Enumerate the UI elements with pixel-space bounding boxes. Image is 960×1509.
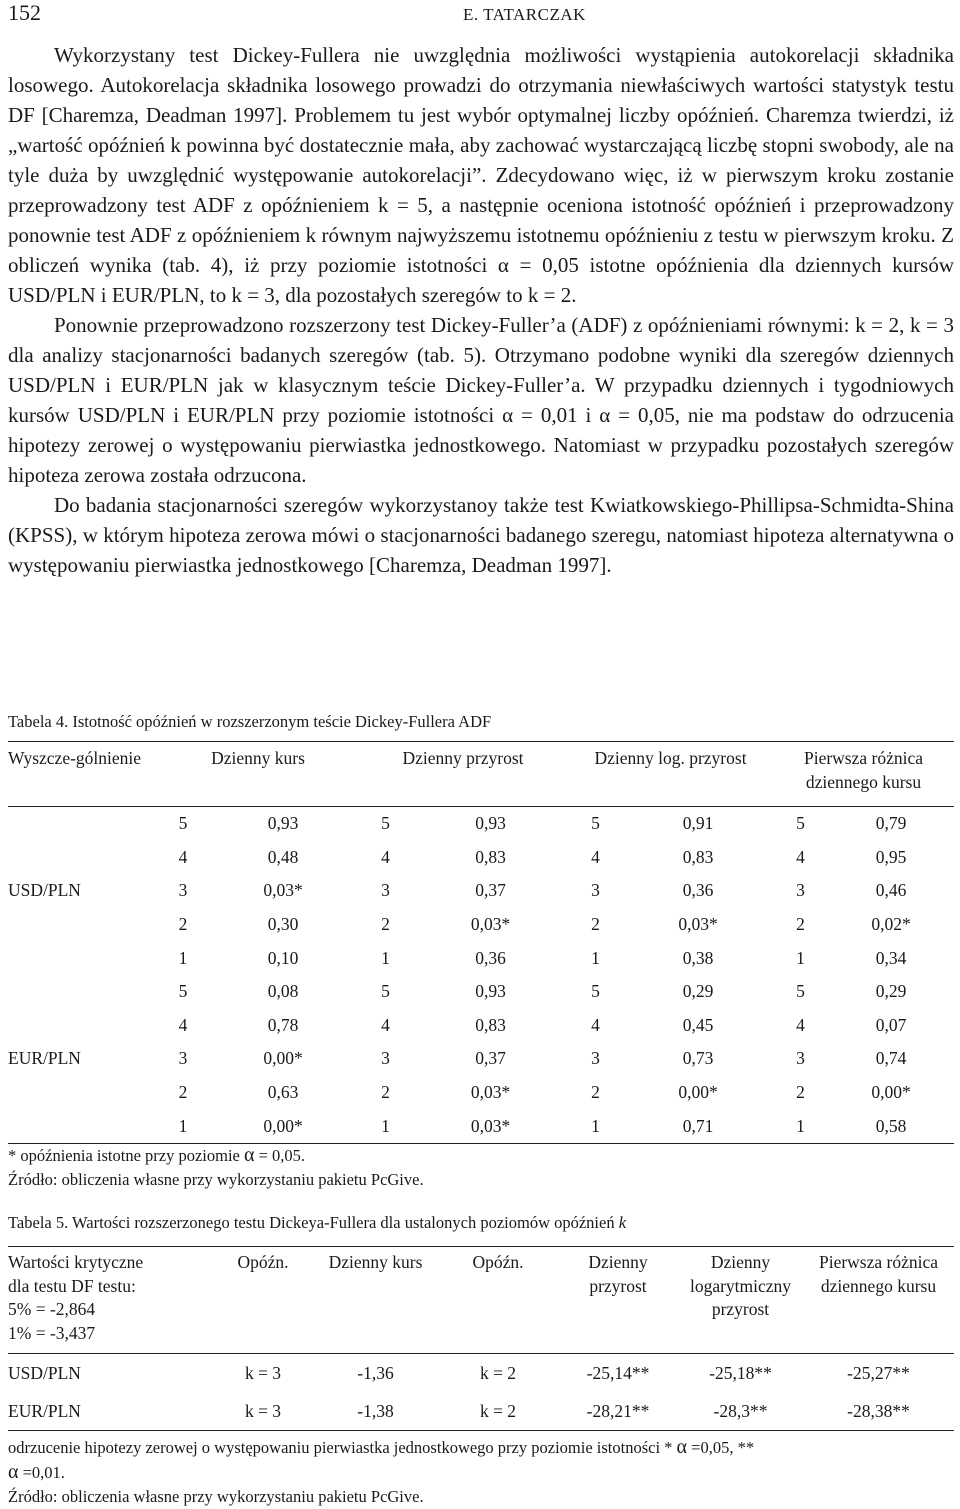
value-cell: -1,36: [357, 1362, 394, 1383]
row-label: EUR/PLN: [8, 1400, 81, 1421]
value-cell: 0,83: [475, 1014, 506, 1035]
table-row: [8, 908, 954, 942]
alpha-symbol: α: [676, 1436, 688, 1458]
table5-source: Źródło: obliczenia własne przy wykorzystaniu pakietu PcGive.: [8, 1487, 424, 1506]
value-cell: k = 3: [244, 1400, 282, 1421]
table4-note-prefix: * opóźnienia istotne przy poziomie: [8, 1146, 240, 1165]
table-row: [8, 1042, 954, 1076]
value-cell: 0,30: [267, 914, 299, 935]
table5-header-col: Opóźn.: [237, 1252, 289, 1272]
value-cell: 0,03*: [470, 1082, 511, 1103]
lag-cell: 5: [591, 813, 600, 834]
lag-cell: 2: [796, 914, 805, 935]
value-cell: 0,37: [475, 880, 506, 901]
value-cell: 0,93: [267, 813, 299, 834]
table-row: [8, 1392, 954, 1431]
value-cell: -28,38**: [847, 1400, 910, 1421]
value-cell: 0,63: [267, 1082, 299, 1103]
value-cell: -25,18**: [709, 1362, 772, 1383]
table4-caption: Tabela 4. Istotność opóźnień w rozszerzonym teście Dickey-Fullera ADF: [8, 712, 492, 731]
row-group-label: [8, 941, 158, 975]
value-cell: 0,10: [267, 947, 299, 968]
lag-cell: 2: [591, 914, 600, 935]
lag-cell: 4: [796, 1014, 805, 1035]
table4-note-suffix: = 0,05.: [258, 1146, 306, 1165]
table4-header-col: Dzienny kurs: [211, 748, 305, 768]
value-cell: 0,93: [475, 981, 506, 1002]
table-row: [8, 1354, 954, 1393]
row-group-label: [8, 841, 158, 875]
table-row: [8, 841, 954, 875]
value-cell: 0,29: [682, 981, 714, 1002]
value-cell: 0,48: [267, 846, 299, 867]
lag-cell: 1: [591, 947, 600, 968]
value-cell: 0,83: [682, 846, 714, 867]
lag-cell: 3: [591, 880, 600, 901]
row-group-label: [8, 1109, 158, 1143]
value-cell: 0,38: [682, 947, 714, 968]
value-cell: 0,37: [475, 1048, 506, 1069]
value-cell: 0,93: [475, 813, 506, 834]
table4-header-col: Dzienny log. przyrost: [594, 748, 747, 768]
body-text: [8, 40, 954, 580]
value-cell: k = 2: [479, 1400, 517, 1421]
value-cell: 0,07: [875, 1014, 907, 1035]
lag-cell: 5: [178, 813, 188, 834]
table4-note: [8, 1143, 305, 1168]
critical-values-line: 1% = -3,437: [8, 1322, 96, 1343]
value-cell: 0,03*: [678, 914, 718, 935]
lag-cell: 1: [591, 1115, 600, 1136]
lag-cell: 5: [381, 981, 390, 1002]
table5-header-row: [8, 1247, 954, 1354]
value-cell: k = 2: [479, 1362, 517, 1383]
lag-cell: 2: [178, 1082, 188, 1103]
table5-caption-k: k: [618, 1213, 627, 1232]
alpha-symbol: α: [8, 1461, 19, 1483]
row-group-label: [8, 1009, 158, 1043]
value-cell: 0,91: [682, 813, 714, 834]
table-row: [8, 1009, 954, 1043]
table5-header-col: Dzienny logarytmiczny przyrost: [689, 1252, 792, 1319]
value-cell: -1,38: [357, 1400, 394, 1421]
paragraph-1: Wykorzystany test Dickey-Fullera nie uwzględnia możliwości wystąpienia autokorelacji składnika losowego. Autokorelacja składnika losowego prowadzi do otrzymania niewłaściwych wartości statystyk testu DF [Charemza, Deadman 1997]. Problemem tu jest wybór optymalnej liczby opóźnień. Charemza twierdzi, iż „wartość opóźnień k powinna być dostatecznie mała, aby zachować wystarczającą liczbę stopni swobody, ale na tyle duża by uwzględnić występowanie autokorelacji”. Zdecydowano więc, iż w pierwszym kroku zostanie przeprowadzony test ADF z opóźnieniem k = 5, a następnie oceniona istotność opóźnień i przeprowadzony ponownie test ADF z opóźnieniem k równym najwyższemu istotnemu opóźnieniu z testu w pierwszym kroku. Z obliczeń wynika (tab. 4), iż przy poziomie istotności α = 0,05 istotne opóźnienia dla dziennych kursów USD/PLN i EUR/PLN, to k = 3, dla pozostałych szeregów to k = 2.: [8, 43, 954, 307]
value-cell: 0,36: [475, 947, 506, 968]
table5-header-col: Pierwsza różnica dziennego kursu: [818, 1252, 939, 1296]
value-cell: 0,29: [875, 981, 907, 1002]
value-cell: 0,00*: [263, 1115, 303, 1136]
lag-cell: 3: [178, 1048, 188, 1069]
table5-caption: [8, 1213, 626, 1233]
table4-header-col: Dzienny przyrost: [402, 748, 524, 768]
lag-cell: 5: [796, 813, 805, 834]
lag-cell: 4: [591, 846, 600, 867]
table4-header-col: Pierwsza różnica dziennego kursu: [803, 748, 924, 792]
lag-cell: 5: [381, 813, 390, 834]
value-cell: -28,3**: [713, 1400, 768, 1421]
lag-cell: 4: [591, 1014, 600, 1035]
value-cell: k = 3: [244, 1362, 282, 1383]
lag-cell: 1: [381, 947, 390, 968]
row-group-label: USD/PLN: [8, 880, 81, 901]
value-cell: 0,73: [682, 1048, 714, 1069]
table5-note-part3: =0,01.: [22, 1463, 65, 1482]
lag-cell: 5: [178, 981, 188, 1002]
page-header: [8, 0, 952, 30]
lag-cell: 5: [591, 981, 600, 1002]
value-cell: 0,03*: [263, 880, 303, 901]
lag-cell: 3: [796, 880, 805, 901]
value-cell: 0,74: [875, 1048, 907, 1069]
value-cell: 0,34: [875, 947, 907, 968]
lag-cell: 4: [178, 846, 188, 867]
table4-header-row: [8, 742, 954, 807]
lag-cell: 1: [796, 947, 805, 968]
lag-cell: 5: [796, 981, 805, 1002]
table-row: [8, 807, 954, 841]
value-cell: 0,46: [875, 880, 907, 901]
value-cell: 0,78: [267, 1014, 299, 1035]
table5-note-part1: odrzucenie hipotezy zerowej o występowaniu pierwiastka jednostkowego przy poziomie istotności *: [8, 1438, 673, 1457]
critical-values-line: 5% = -2,864: [8, 1299, 96, 1319]
lag-cell: 2: [381, 1082, 390, 1103]
value-cell: 0,00*: [678, 1082, 718, 1103]
lag-cell: 1: [178, 1115, 188, 1136]
table4-source: Źródło: obliczenia własne przy wykorzystaniu pakietu PcGive.: [8, 1170, 424, 1189]
value-cell: -28,21**: [586, 1400, 650, 1421]
table5-note: [8, 1435, 954, 1485]
value-cell: -25,27**: [847, 1362, 910, 1383]
value-cell: 0,36: [682, 880, 714, 901]
value-cell: 0,45: [682, 1014, 714, 1035]
lag-cell: 3: [591, 1048, 600, 1069]
table-row: [8, 1109, 954, 1143]
row-group-label: [8, 975, 158, 1009]
row-group-label: [8, 1076, 158, 1110]
table-row: [8, 1076, 954, 1110]
lag-cell: 1: [381, 1115, 390, 1136]
lag-cell: 3: [381, 880, 390, 901]
table5-header-col: Dzienny kurs: [328, 1252, 423, 1272]
lag-cell: 4: [381, 846, 390, 867]
table-row: [8, 874, 954, 908]
lag-cell: 3: [796, 1048, 805, 1069]
table-row: [8, 941, 954, 975]
table-row: [8, 975, 954, 1009]
table4-header-first: Wyszcze-gólnienie: [8, 748, 142, 768]
value-cell: -25,14**: [586, 1362, 650, 1383]
running-header-author: E. TATARCZAK: [463, 5, 586, 24]
page-number: 152: [8, 0, 41, 25]
value-cell: 0,95: [875, 846, 907, 867]
table4: [8, 741, 954, 1144]
lag-cell: 2: [178, 914, 188, 935]
row-group-label: EUR/PLN: [8, 1048, 81, 1069]
table5: [8, 1246, 954, 1431]
table5-note-part2: =0,05, **: [691, 1438, 755, 1457]
value-cell: 0,00*: [871, 1082, 911, 1103]
value-cell: 0,02*: [871, 914, 911, 935]
paragraph-3: Do badania stacjonarności szeregów wykorzystanoy także test Kwiatkowskiego-Phillipsa-Schmidta-Shina (KPSS), w którym hipoteza zerowa mówi o stacjonarności badanego szeregu, natomiast hipoteza alternatywna o występowaniu pierwiastka jednostkowego [Charemza, Deadman 1997].: [8, 493, 954, 577]
value-cell: 0,83: [475, 846, 506, 867]
paragraph-2: Ponownie przeprowadzono rozszerzony test Dickey-Fuller’a (ADF) z opóźnieniami równymi: k = 2, k = 3 dla analizy stacjonarności badanych szeregów (tab. 5). Otrzymano podobne wyniki dla szeregów dziennych USD/PLN i EUR/PLN jak w klasycznym teście Dickey-Fuller’a. W przypadku dziennych i tygodniowych kursów USD/PLN i EUR/PLN przy poziomie istotności α = 0,01 i α = 0,05, nie ma podstaw do odrzucenia hipotezy zerowej o występowaniu pierwiastka jednostkowego. Natomiast w przypadku pozostałych szeregów hipoteza zerowa została odrzucona.: [8, 313, 954, 487]
row-group-label: [8, 807, 158, 841]
lag-cell: 3: [178, 880, 188, 901]
value-cell: 0,00*: [263, 1048, 303, 1069]
lag-cell: 2: [796, 1082, 805, 1103]
value-cell: 0,71: [682, 1115, 714, 1136]
lag-cell: 4: [178, 1014, 188, 1035]
value-cell: 0,79: [875, 813, 907, 834]
critical-values-line: dla testu DF testu:: [8, 1275, 136, 1296]
value-cell: 0,03*: [470, 1115, 511, 1136]
lag-cell: 4: [381, 1014, 390, 1035]
row-group-label: [8, 908, 158, 942]
row-label: USD/PLN: [8, 1362, 81, 1383]
critical-values-line: Wartości krytyczne: [8, 1252, 144, 1272]
table5-header-col: Opóźn.: [472, 1252, 524, 1272]
lag-cell: 1: [178, 947, 188, 968]
table5-caption-text: Tabela 5. Wartości rozszerzonego testu Dickeya-Fullera dla ustalonych poziomów opóźnień: [8, 1213, 615, 1232]
lag-cell: 4: [796, 846, 805, 867]
table5-header-col: Dzienny przyrost: [588, 1252, 648, 1296]
value-cell: 0,58: [875, 1115, 907, 1136]
value-cell: 0,03*: [470, 914, 511, 935]
lag-cell: 2: [381, 914, 390, 935]
table5-header-critical-values: [8, 1247, 213, 1354]
lag-cell: 3: [381, 1048, 390, 1069]
value-cell: 0,08: [267, 981, 299, 1002]
lag-cell: 2: [591, 1082, 600, 1103]
lag-cell: 1: [796, 1115, 805, 1136]
alpha-symbol: α: [243, 1144, 255, 1166]
